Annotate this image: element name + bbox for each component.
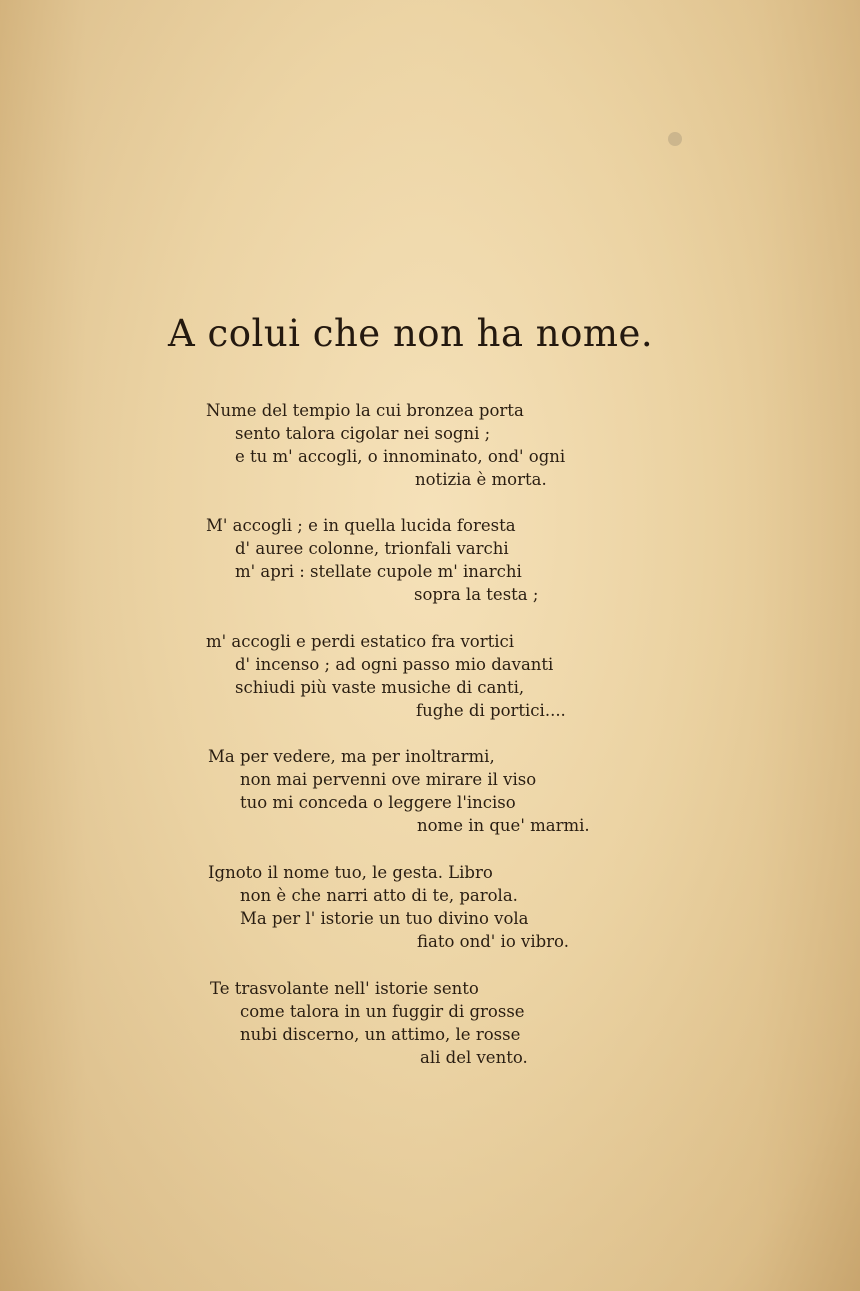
poem-line: d' incenso ; ad ogni passo mio davanti	[235, 655, 554, 674]
poem-line: nubi discerno, un attimo, le rosse	[240, 1025, 521, 1044]
poem-line: Te trasvolante nell' istorie sento	[210, 979, 479, 998]
paper-stain	[668, 132, 682, 146]
poem-line: Nume del tempio la cui bronzea porta	[206, 401, 524, 420]
poem-line: tuo mi conceda o leggere l'inciso	[240, 793, 516, 812]
poem-line: ali del vento.	[420, 1048, 528, 1067]
poem-line: d' auree colonne, trionfali varchi	[235, 539, 509, 558]
poem-line: Ignoto il nome tuo, le gesta. Libro	[208, 863, 493, 882]
poem-line: fiato ond' io vibro.	[417, 932, 569, 951]
poem-line: M' accogli ; e in quella lucida foresta	[206, 516, 516, 535]
poem-line: come talora in un fuggir di grosse	[240, 1002, 525, 1021]
poem-line: nome in que' marmi.	[417, 816, 590, 835]
poem-line: schiudi più vaste musiche di canti,	[235, 678, 525, 697]
poem-line: sopra la testa ;	[414, 585, 539, 604]
poem-line: sento talora cigolar nei sogni ;	[235, 424, 491, 443]
poem-line: e tu m' accogli, o innominato, ond' ogni	[235, 447, 566, 466]
poem-line: Ma per vedere, ma per inoltrarmi,	[208, 747, 495, 766]
poem-line: Ma per l' istorie un tuo divino vola	[240, 909, 529, 928]
poem-line: fughe di portici....	[416, 701, 566, 720]
poem-line: notizia è morta.	[415, 470, 547, 489]
poem-line: non mai pervenni ove mirare il viso	[240, 770, 537, 789]
poem-line: m' accogli e perdi estatico fra vortici	[206, 632, 515, 651]
poem-title: A colui che non ha nome.	[168, 312, 654, 355]
poem-line: non è che narri atto di te, parola.	[240, 886, 518, 905]
poem-line: m' apri : stellate cupole m' inarchi	[235, 562, 522, 581]
